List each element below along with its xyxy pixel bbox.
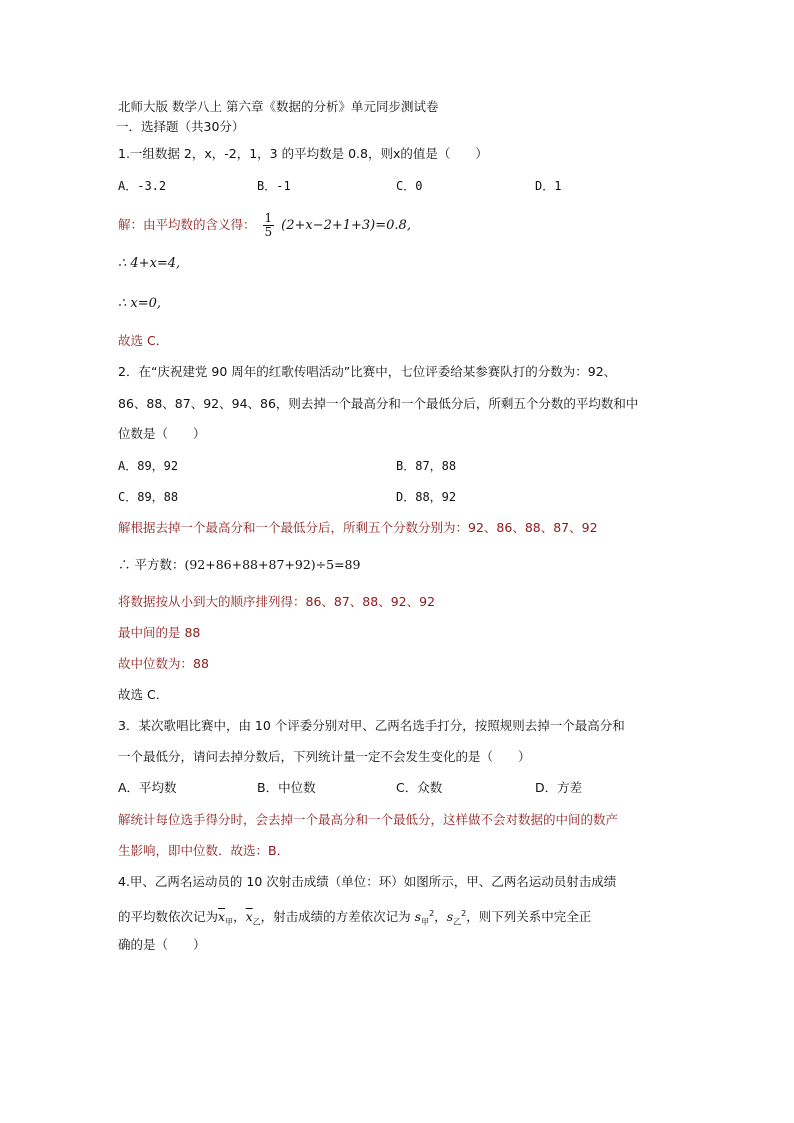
q2-option-b: B．87，88	[396, 459, 457, 473]
q2-solution-line-4: 最中间的是 88	[118, 625, 201, 640]
mean-yi-symbol: $\overline{x}$	[245, 909, 253, 925]
q1-option-b: B．-1	[257, 179, 291, 193]
q4-stem-part-a: 的平均数依次记为	[118, 909, 219, 925]
variance-yi-superscript: 2	[461, 909, 467, 918]
mean-jia-subscript: 甲	[225, 917, 234, 927]
q2-stem-line-1: 2．在“庆祝建党 90 周年的红歌传唱活动”比赛中，七位评委给某参赛队打的分数为：92、	[118, 364, 617, 379]
q2-solution-line-1: 解根据去掉一个最高分和一个最低分后，所剩五个分数分别为：92、86、88、87、92	[118, 520, 598, 535]
document-title: 北师大版 数学八上 第六章《数据的分析》单元同步测试卷	[118, 99, 439, 114]
q3-solution-line-1: 解统计每位选手得分时，会去掉一个最高分和一个最低分，这样做不会对数据的中间的数产	[118, 812, 619, 827]
q1-stem: 1.一组数据 2，x，-2，1，3 的平均数是 0.8，则x的值是（ ）	[118, 146, 488, 161]
fraction-numerator: 1	[264, 211, 273, 225]
variance-jia-superscript: 2	[429, 909, 435, 918]
q2-solution-line-2: ∴ 平方数：(92+86+88+87+92)÷5=89	[118, 557, 361, 572]
q3-option-a: A．平均数	[118, 780, 177, 795]
q3-option-b: B．中位数	[257, 780, 316, 795]
q3-stem-line-2: 一个最低分，请问去掉分数后，下列统计量一定不会发生变化的是（ ）	[118, 749, 531, 764]
fraction-one-fifth	[263, 212, 275, 239]
q1-option-c: C．0	[396, 179, 423, 193]
variance-yi-subscript: 乙	[453, 917, 462, 927]
q2-stem-line-3: 位数是（ ）	[118, 426, 206, 441]
variance-jia-symbol: s	[414, 909, 422, 925]
q2-answer: 故选 C．	[118, 687, 169, 702]
q3-option-c: C．众数	[396, 780, 443, 795]
variance-yi-symbol: s	[446, 909, 454, 925]
mean-yi-subscript: 乙	[252, 917, 261, 927]
q4-stem-line-3: 确的是（ ）	[118, 937, 206, 952]
q4-stem-line-2: 的平均数依次记为$\overline{x}_甲$，$\overline{x}_乙$，射击成绩的方差依次记为 $s_甲^2$，$s_乙^2$，则下列关系中完全正	[118, 909, 592, 927]
q1-answer: 故选 C．	[118, 333, 169, 348]
q2-option-c: C．89，88	[118, 490, 179, 504]
q2-solution-line-3: 将数据按从小到大的顺序排列得：86、87、88、92、92	[118, 594, 436, 609]
q1-solution-prefix: 解：由平均数的含义得：	[118, 217, 256, 232]
q4-stem-part-c: ，则下列关系中完全正	[466, 909, 592, 925]
q3-solution-line-2: 生影响，即中位数．故选：B．	[118, 843, 290, 858]
q3-option-d: D．方差	[535, 780, 583, 795]
q1-option-a: A．-3.2	[118, 179, 167, 193]
section-heading: 一．选择题（共30分）	[116, 119, 245, 134]
q1-step-1: ∴ 4+x=4,	[118, 256, 181, 271]
q4-separator: ，	[233, 909, 246, 925]
q1-step-2: ∴ x=0,	[118, 296, 162, 311]
q3-stem-line-1: 3．某次歌唱比赛中，由 10 个评委分别对甲、乙两名选手打分，按照规则去掉一个最高分和	[118, 718, 625, 733]
q2-stem-line-2: 86、88、87、92、94、86，则去掉一个最高分和一个最低分后，所剩五个分数的平均数和中	[118, 396, 639, 411]
mean-jia-symbol: $\overline{x}$	[218, 909, 226, 925]
q1-solution-line	[118, 212, 411, 239]
q2-option-a: A．89，92	[118, 459, 179, 473]
q1-option-d: D．1	[535, 179, 562, 193]
q2-solution-line-5: 故中位数为：88	[118, 656, 209, 671]
fraction-denominator: 5	[264, 225, 273, 239]
q1-solution-expression: (2+x−2+1+3)=0.8,	[281, 218, 411, 233]
variance-jia-subscript: 甲	[421, 917, 430, 927]
q4-stem-part-b: ，射击成绩的方差依次记为	[260, 909, 411, 925]
q2-option-d: D．88，92	[396, 490, 457, 504]
q4-stem-line-1: 4.甲、乙两名运动员的 10 次射击成绩（单位：环）如图所示，甲、乙两名运动员射击成绩	[118, 874, 617, 889]
